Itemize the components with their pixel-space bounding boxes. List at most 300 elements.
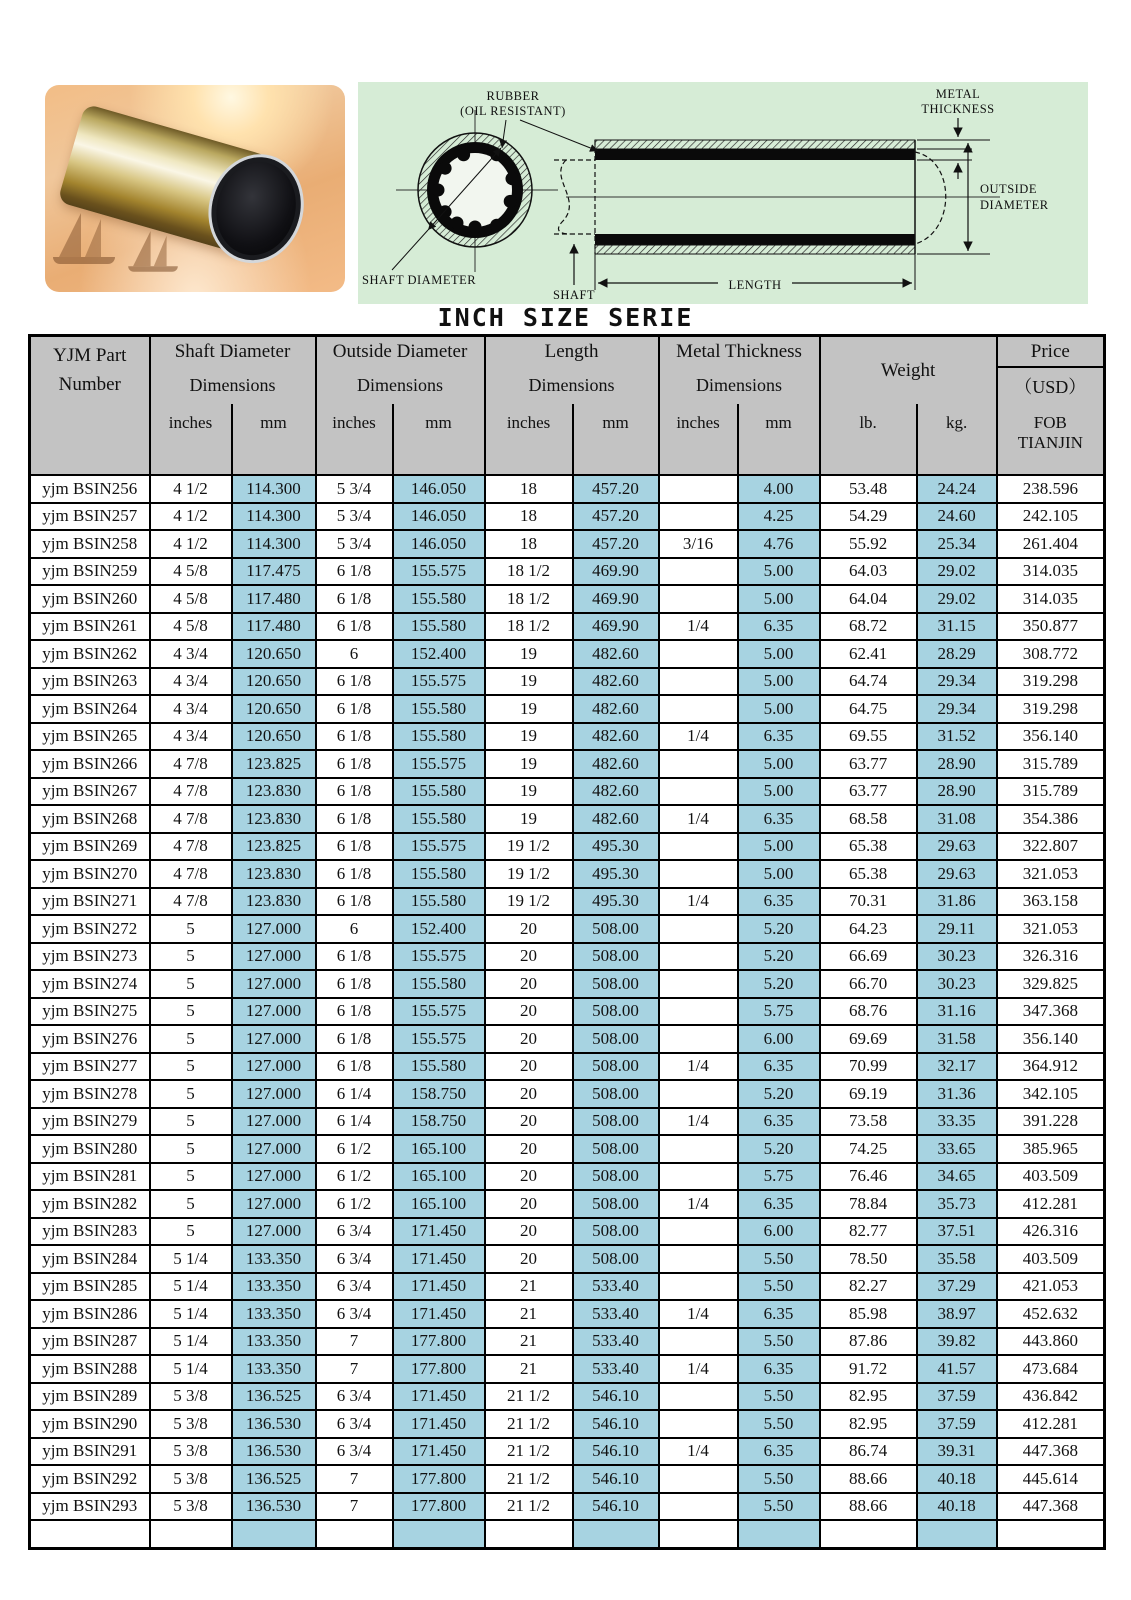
cell-kg: 30.23 <box>917 970 997 998</box>
cell-od_mm: 171.450 <box>393 1383 485 1411</box>
cell-part: yjm BSIN256 <box>30 475 150 503</box>
cell-mt_in <box>659 668 738 696</box>
cell-price: 421.053 <box>997 1273 1105 1301</box>
unit-metal-mm: mm <box>738 404 820 475</box>
table-row <box>30 1080 1105 1108</box>
cell-kg: 29.11 <box>917 915 997 943</box>
cell-len_in: 18 1/2 <box>485 558 573 586</box>
cell-len_mm: 546.10 <box>573 1438 659 1466</box>
cell-len_in: 20 <box>485 1080 573 1108</box>
cell-part: yjm BSIN282 <box>30 1190 150 1218</box>
cell-kg: 37.59 <box>917 1410 997 1438</box>
cell-len_mm: 508.00 <box>573 1218 659 1246</box>
cell-lb: 66.69 <box>820 943 917 971</box>
cell-shaft_in: 5 1/4 <box>150 1300 232 1328</box>
cell-len_in: 20 <box>485 1218 573 1246</box>
table-row <box>30 1328 1105 1356</box>
cell-mt_mm: 5.00 <box>738 558 820 586</box>
cell-price: 443.860 <box>997 1328 1105 1356</box>
cell-part: yjm BSIN263 <box>30 668 150 696</box>
cell-mt_in: 1/4 <box>659 1108 738 1136</box>
table-row <box>30 1218 1105 1246</box>
cell-mt_in <box>659 503 738 531</box>
cell-part: yjm BSIN270 <box>30 860 150 888</box>
cell-len_in: 21 1/2 <box>485 1465 573 1493</box>
cell-lb: 64.04 <box>820 585 917 613</box>
tianjin-line: TIANJIN <box>1017 433 1083 452</box>
cell-kg: 24.60 <box>917 503 997 531</box>
cell-shaft_mm: 127.000 <box>232 1025 316 1053</box>
cell-kg: 37.29 <box>917 1273 997 1301</box>
cell-od_mm: 177.800 <box>393 1328 485 1356</box>
cell-od_mm: 155.575 <box>393 1025 485 1053</box>
cell-mt_mm: 5.50 <box>738 1493 820 1521</box>
cell-part: yjm BSIN261 <box>30 613 150 641</box>
cell-len_mm: 508.00 <box>573 1053 659 1081</box>
cell-mt_in: 1/4 <box>659 1355 738 1383</box>
cell-part: yjm BSIN269 <box>30 833 150 861</box>
cell-mt_mm: 5.50 <box>738 1273 820 1301</box>
cell-kg: 31.36 <box>917 1080 997 1108</box>
cell-mt_in <box>659 1520 738 1548</box>
cell-od_mm: 155.580 <box>393 695 485 723</box>
cell-mt_in <box>659 778 738 806</box>
table-row <box>30 1520 1105 1548</box>
cell-shaft_in: 4 7/8 <box>150 860 232 888</box>
cell-part: yjm BSIN257 <box>30 503 150 531</box>
table-row <box>30 1025 1105 1053</box>
cell-part <box>30 1520 150 1548</box>
table-row <box>30 585 1105 613</box>
cell-len_in <box>485 1520 573 1548</box>
cell-shaft_mm: 127.000 <box>232 1135 316 1163</box>
cell-lb <box>820 1520 917 1548</box>
cell-mt_in: 1/4 <box>659 805 738 833</box>
cell-len_mm: 495.30 <box>573 833 659 861</box>
cell-od_in: 6 1/4 <box>316 1080 393 1108</box>
cell-mt_in: 1/4 <box>659 723 738 751</box>
cell-part: yjm BSIN284 <box>30 1245 150 1273</box>
cell-lb: 82.95 <box>820 1383 917 1411</box>
cell-shaft_in: 5 1/4 <box>150 1328 232 1356</box>
col-header-price: Price <box>997 336 1105 368</box>
cell-shaft_in: 4 7/8 <box>150 778 232 806</box>
cell-shaft_mm: 133.350 <box>232 1300 316 1328</box>
cell-kg: 31.86 <box>917 888 997 916</box>
cell-part: yjm BSIN280 <box>30 1135 150 1163</box>
cell-od_mm: 177.800 <box>393 1355 485 1383</box>
bearing-diagram-panel <box>358 82 1088 304</box>
cell-lb: 53.48 <box>820 475 917 503</box>
cell-shaft_mm: 127.000 <box>232 1163 316 1191</box>
cell-mt_mm: 5.00 <box>738 695 820 723</box>
cell-kg: 33.35 <box>917 1108 997 1136</box>
metal-thickness-label-sub: THICKNESS <box>921 102 995 116</box>
cell-od_in: 5 3/4 <box>316 475 393 503</box>
cell-len_in: 18 1/2 <box>485 613 573 641</box>
cell-price: 350.877 <box>997 613 1105 641</box>
cell-shaft_in: 5 <box>150 1135 232 1163</box>
table-row <box>30 640 1105 668</box>
cell-part: yjm BSIN264 <box>30 695 150 723</box>
boat-sail <box>59 213 81 257</box>
cell-shaft_mm: 127.000 <box>232 1108 316 1136</box>
cell-mt_in <box>659 1135 738 1163</box>
cell-shaft_mm: 123.825 <box>232 833 316 861</box>
cell-len_mm: 482.60 <box>573 778 659 806</box>
cell-mt_in <box>659 1465 738 1493</box>
cell-price: 326.316 <box>997 943 1105 971</box>
cell-mt_in <box>659 750 738 778</box>
page-title: INCH SIZE SERIE <box>437 303 694 332</box>
cell-mt_in <box>659 1163 738 1191</box>
cell-len_in: 19 <box>485 668 573 696</box>
unit-metal-inches: inches <box>659 404 738 475</box>
cell-shaft_mm: 114.300 <box>232 530 316 558</box>
cell-price: 356.140 <box>997 1025 1105 1053</box>
cell-shaft_mm: 136.525 <box>232 1383 316 1411</box>
cell-len_in: 20 <box>485 943 573 971</box>
cell-len_in: 20 <box>485 1053 573 1081</box>
table-row <box>30 475 1105 503</box>
metal-dimensions-label: Dimensions <box>659 367 820 404</box>
cell-kg: 32.17 <box>917 1053 997 1081</box>
cell-kg: 34.65 <box>917 1163 997 1191</box>
cell-shaft_in: 5 <box>150 998 232 1026</box>
cell-lb: 82.95 <box>820 1410 917 1438</box>
cell-part: yjm BSIN285 <box>30 1273 150 1301</box>
part-header-line2: Number <box>58 374 121 396</box>
table-row <box>30 1135 1105 1163</box>
cell-price: 473.684 <box>997 1355 1105 1383</box>
cell-len_mm: 508.00 <box>573 1080 659 1108</box>
cell-od_in: 6 3/4 <box>316 1218 393 1246</box>
cell-od_mm: 155.575 <box>393 558 485 586</box>
cell-od_in: 6 1/8 <box>316 668 393 696</box>
cell-od_mm: 155.580 <box>393 970 485 998</box>
cell-mt_mm: 5.20 <box>738 970 820 998</box>
cell-lb: 66.70 <box>820 970 917 998</box>
cell-od_in: 6 3/4 <box>316 1245 393 1273</box>
cell-mt_mm: 4.25 <box>738 503 820 531</box>
cell-mt_mm: 5.00 <box>738 668 820 696</box>
table-row <box>30 888 1105 916</box>
cell-len_in: 21 <box>485 1273 573 1301</box>
cell-od_in: 6 1/8 <box>316 888 393 916</box>
cell-od_in: 6 1/2 <box>316 1163 393 1191</box>
outside-diameter-label: OUTSIDE <box>980 182 1037 196</box>
cell-mt_in: 3/16 <box>659 530 738 558</box>
cell-shaft_mm: 123.825 <box>232 750 316 778</box>
cell-len_in: 20 <box>485 1163 573 1191</box>
cell-mt_in <box>659 585 738 613</box>
cell-len_in: 19 1/2 <box>485 860 573 888</box>
cell-mt_mm: 6.35 <box>738 805 820 833</box>
cell-len_in: 21 1/2 <box>485 1438 573 1466</box>
cell-len_in: 20 <box>485 970 573 998</box>
cell-mt_mm: 5.00 <box>738 860 820 888</box>
col-header-length: Length <box>485 336 659 368</box>
table-row <box>30 943 1105 971</box>
cell-len_mm: 457.20 <box>573 530 659 558</box>
cell-len_mm: 482.60 <box>573 695 659 723</box>
outside-dimensions-label: Dimensions <box>316 367 485 404</box>
cell-len_in: 19 1/2 <box>485 833 573 861</box>
cell-shaft_in: 5 <box>150 943 232 971</box>
cell-shaft_mm: 120.650 <box>232 723 316 751</box>
cell-price: 412.281 <box>997 1410 1105 1438</box>
cell-len_mm: 508.00 <box>573 1245 659 1273</box>
cell-kg: 35.58 <box>917 1245 997 1273</box>
cell-od_mm: 171.450 <box>393 1438 485 1466</box>
longitudinal-section <box>554 140 1000 254</box>
cell-kg: 29.02 <box>917 558 997 586</box>
cell-mt_mm: 5.00 <box>738 640 820 668</box>
cell-len_in: 20 <box>485 998 573 1026</box>
cell-mt_mm: 6.35 <box>738 888 820 916</box>
cell-len_mm: 533.40 <box>573 1328 659 1356</box>
boat-sail <box>133 231 151 266</box>
cell-kg: 31.16 <box>917 998 997 1026</box>
cell-od_mm: 165.100 <box>393 1190 485 1218</box>
cell-part: yjm BSIN289 <box>30 1383 150 1411</box>
cell-od_in: 6 3/4 <box>316 1438 393 1466</box>
cell-od_mm: 171.450 <box>393 1273 485 1301</box>
cell-lb: 73.58 <box>820 1108 917 1136</box>
cell-shaft_mm: 136.525 <box>232 1465 316 1493</box>
table-row <box>30 998 1105 1026</box>
cell-shaft_in: 5 <box>150 1025 232 1053</box>
cell-od_in: 6 1/8 <box>316 558 393 586</box>
cell-lb: 69.55 <box>820 723 917 751</box>
cell-len_mm: 508.00 <box>573 1163 659 1191</box>
cell-shaft_mm: 114.300 <box>232 475 316 503</box>
spec-table <box>28 334 1106 1550</box>
cell-price: 238.596 <box>997 475 1105 503</box>
cell-lb: 64.23 <box>820 915 917 943</box>
cell-len_in: 19 1/2 <box>485 888 573 916</box>
cell-mt_in <box>659 1273 738 1301</box>
cell-mt_mm: 5.50 <box>738 1465 820 1493</box>
cell-od_mm: 155.575 <box>393 668 485 696</box>
cell-part: yjm BSIN274 <box>30 970 150 998</box>
cell-mt_mm: 5.50 <box>738 1245 820 1273</box>
cell-part: yjm BSIN275 <box>30 998 150 1026</box>
cell-mt_in: 1/4 <box>659 1300 738 1328</box>
cell-od_in: 6 1/8 <box>316 613 393 641</box>
cell-mt_in <box>659 1410 738 1438</box>
cell-mt_in <box>659 475 738 503</box>
cell-price <box>997 1520 1105 1548</box>
cell-shaft_in: 5 <box>150 970 232 998</box>
cell-shaft_mm: 127.000 <box>232 998 316 1026</box>
cell-price: 342.105 <box>997 1080 1105 1108</box>
rubber-label: RUBBER <box>486 89 540 103</box>
cell-mt_in <box>659 558 738 586</box>
cell-part: yjm BSIN258 <box>30 530 150 558</box>
cell-kg: 41.57 <box>917 1355 997 1383</box>
cell-shaft_mm: 127.000 <box>232 1218 316 1246</box>
cell-len_in: 20 <box>485 915 573 943</box>
cell-part: yjm BSIN267 <box>30 778 150 806</box>
cell-len_in: 20 <box>485 1108 573 1136</box>
cell-shaft_mm: 133.350 <box>232 1328 316 1356</box>
cell-od_in: 6 1/8 <box>316 585 393 613</box>
bearing-diagram <box>358 82 1088 304</box>
cell-mt_mm: 4.76 <box>738 530 820 558</box>
cell-od_mm: 155.580 <box>393 723 485 751</box>
cell-shaft_in: 5 3/8 <box>150 1383 232 1411</box>
col-header-metal-thickness: Metal Thickness <box>659 336 820 368</box>
header-row-units <box>30 404 1105 475</box>
cell-shaft_mm: 127.000 <box>232 1190 316 1218</box>
cell-shaft_mm: 133.350 <box>232 1245 316 1273</box>
cell-kg: 28.29 <box>917 640 997 668</box>
cell-kg: 29.63 <box>917 833 997 861</box>
cell-kg: 31.52 <box>917 723 997 751</box>
cell-len_mm: 533.40 <box>573 1355 659 1383</box>
cell-mt_in <box>659 1383 738 1411</box>
cell-price: 403.509 <box>997 1245 1105 1273</box>
cell-shaft_mm: 127.000 <box>232 1080 316 1108</box>
cell-od_in: 5 3/4 <box>316 503 393 531</box>
cell-shaft_in: 4 3/4 <box>150 640 232 668</box>
length-label: LENGTH <box>728 278 782 292</box>
cell-kg: 40.18 <box>917 1465 997 1493</box>
table-row <box>30 860 1105 888</box>
cell-lb: 70.31 <box>820 888 917 916</box>
cell-mt_mm: 5.50 <box>738 1383 820 1411</box>
cell-kg: 25.34 <box>917 530 997 558</box>
cell-mt_in <box>659 1493 738 1521</box>
cell-part: yjm BSIN281 <box>30 1163 150 1191</box>
cell-len_in: 21 <box>485 1300 573 1328</box>
cell-len_mm: 533.40 <box>573 1300 659 1328</box>
cell-mt_mm: 6.35 <box>738 1053 820 1081</box>
cell-len_mm: 508.00 <box>573 943 659 971</box>
cell-len_mm: 508.00 <box>573 970 659 998</box>
cell-price: 261.404 <box>997 530 1105 558</box>
cell-part: yjm BSIN279 <box>30 1108 150 1136</box>
cell-len_mm: 508.00 <box>573 998 659 1026</box>
unit-od-mm: mm <box>393 404 485 475</box>
boat-sail <box>154 236 167 266</box>
header-row-groups <box>30 336 1105 368</box>
table-row <box>30 1190 1105 1218</box>
cell-part: yjm BSIN273 <box>30 943 150 971</box>
cell-mt_in <box>659 998 738 1026</box>
table-row <box>30 778 1105 806</box>
cell-price: 321.053 <box>997 915 1105 943</box>
table-row <box>30 668 1105 696</box>
cell-shaft_mm: 120.650 <box>232 640 316 668</box>
cell-od_in: 7 <box>316 1465 393 1493</box>
cell-part: yjm BSIN272 <box>30 915 150 943</box>
cell-price: 436.842 <box>997 1383 1105 1411</box>
cell-od_mm: 155.580 <box>393 860 485 888</box>
cell-part: yjm BSIN278 <box>30 1080 150 1108</box>
cell-shaft_in: 4 7/8 <box>150 833 232 861</box>
rubber-label-sub: (OIL RESISTANT) <box>460 104 566 118</box>
cell-shaft_mm: 136.530 <box>232 1410 316 1438</box>
price-fob-label <box>997 404 1105 475</box>
cell-mt_mm: 5.00 <box>738 778 820 806</box>
cell-len_mm: 482.60 <box>573 805 659 833</box>
cell-part: yjm BSIN265 <box>30 723 150 751</box>
table-row <box>30 805 1105 833</box>
cell-mt_mm: 6.35 <box>738 613 820 641</box>
shaft-label: SHAFT <box>552 288 596 302</box>
cell-lb: 91.72 <box>820 1355 917 1383</box>
cell-shaft_mm: 123.830 <box>232 860 316 888</box>
cell-shaft_in: 4 7/8 <box>150 888 232 916</box>
cross-section <box>392 110 558 272</box>
cell-len_mm: 508.00 <box>573 1135 659 1163</box>
cell-lb: 82.27 <box>820 1273 917 1301</box>
cell-od_in: 5 3/4 <box>316 530 393 558</box>
cell-shaft_mm: 117.475 <box>232 558 316 586</box>
cell-part: yjm BSIN290 <box>30 1410 150 1438</box>
cell-lb: 65.38 <box>820 833 917 861</box>
cell-mt_mm: 6.35 <box>738 1355 820 1383</box>
cell-len_in: 19 <box>485 695 573 723</box>
cell-od_mm: 171.450 <box>393 1218 485 1246</box>
cell-len_in: 20 <box>485 1190 573 1218</box>
cell-kg: 29.34 <box>917 695 997 723</box>
cell-len_mm <box>573 1520 659 1548</box>
cell-price: 391.228 <box>997 1108 1105 1136</box>
cell-len_in: 19 <box>485 640 573 668</box>
cell-lb: 54.29 <box>820 503 917 531</box>
product-photo <box>45 85 345 292</box>
cell-shaft_mm: 117.480 <box>232 613 316 641</box>
cell-part: yjm BSIN292 <box>30 1465 150 1493</box>
cell-len_in: 21 1/2 <box>485 1410 573 1438</box>
cell-shaft_mm: 127.000 <box>232 1053 316 1081</box>
cell-len_mm: 546.10 <box>573 1493 659 1521</box>
cell-od_in: 6 <box>316 915 393 943</box>
cell-mt_mm: 6.35 <box>738 1300 820 1328</box>
cell-od_in: 6 1/8 <box>316 750 393 778</box>
cell-mt_in <box>659 1025 738 1053</box>
col-header-outside-diameter: Outside Diameter <box>316 336 485 368</box>
cell-len_mm: 482.60 <box>573 640 659 668</box>
cell-len_mm: 482.60 <box>573 723 659 751</box>
cell-price: 315.789 <box>997 778 1105 806</box>
unit-shaft-inches: inches <box>150 404 232 475</box>
cell-shaft_in: 5 3/8 <box>150 1410 232 1438</box>
cell-od_in: 6 1/8 <box>316 1053 393 1081</box>
cell-mt_in <box>659 915 738 943</box>
cell-mt_in <box>659 1080 738 1108</box>
cell-od_in: 6 1/8 <box>316 943 393 971</box>
cell-od_mm: 155.580 <box>393 613 485 641</box>
cell-od_in: 6 3/4 <box>316 1273 393 1301</box>
cell-len_mm: 546.10 <box>573 1410 659 1438</box>
shaft-diameter-label: SHAFT DIAMETER <box>362 273 477 287</box>
cell-shaft_in: 5 <box>150 1108 232 1136</box>
cell-mt_mm: 5.50 <box>738 1410 820 1438</box>
cell-kg <box>917 1520 997 1548</box>
cell-len_in: 21 <box>485 1328 573 1356</box>
cell-lb: 86.74 <box>820 1438 917 1466</box>
cell-od_in: 6 1/8 <box>316 695 393 723</box>
unit-weight-kg: kg. <box>917 404 997 475</box>
cell-shaft_mm: 120.650 <box>232 668 316 696</box>
cell-len_mm: 469.90 <box>573 585 659 613</box>
table-row <box>30 503 1105 531</box>
unit-length-mm: mm <box>573 404 659 475</box>
